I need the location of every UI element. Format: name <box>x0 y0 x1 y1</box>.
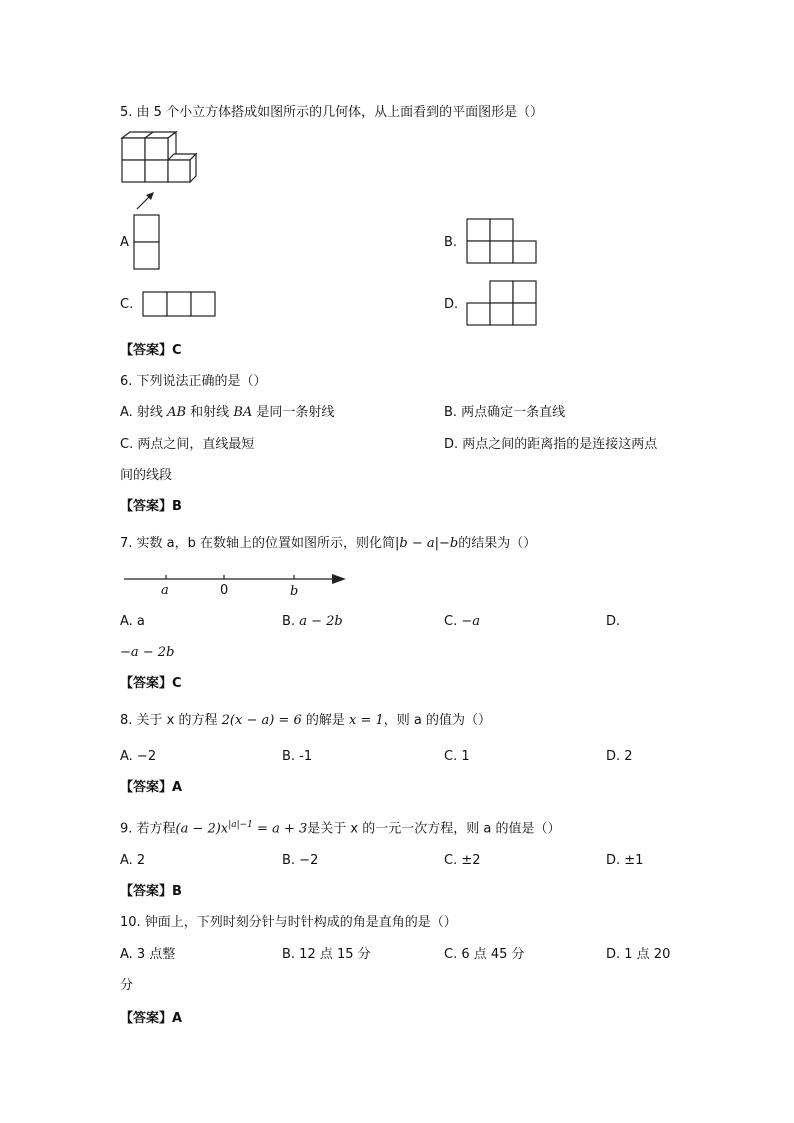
q9-option-b: B. −2 <box>282 853 319 868</box>
q10-option-a: A. 3 点整 <box>120 947 176 962</box>
q7-b-label: B. <box>282 614 296 629</box>
q6-a-prefix: A. 射线 <box>120 405 163 420</box>
q8-stem-suffix: ，则 a 的值为（） <box>383 713 492 728</box>
q6-option-d-line2: 间的线段 <box>120 468 173 483</box>
q6-option-d-line1: D. 两点之间的距离指的是连接这两点 <box>444 437 658 452</box>
q9-answer: 【答案】B <box>120 884 182 899</box>
q5-option-b-label: B. <box>444 235 458 250</box>
q8-option-b: B. -1 <box>282 749 313 764</box>
number-line-label-zero: 0 <box>220 583 229 598</box>
q6-stem: 6. 下列说法正确的是（） <box>120 374 267 389</box>
q10-stem: 10. 钟面上，下列时刻分针与时针构成的角是直角的是（） <box>120 915 457 930</box>
q7-stem-b: b <box>449 536 459 551</box>
q7-answer: 【答案】C <box>120 676 182 691</box>
number-line-label-a: a <box>161 583 169 598</box>
q5-option-c-figure <box>142 291 220 319</box>
q8-option-d: D. 2 <box>606 749 633 764</box>
q9-option-d: D. ±1 <box>606 853 644 868</box>
q7-stem-mid: |− <box>434 536 450 551</box>
q5-answer: 【答案】C <box>120 343 182 358</box>
q7-stem-suffix: 的结果为（） <box>458 536 537 551</box>
q5-solid-figure <box>118 130 208 186</box>
q10-option-c: C. 6 点 45 分 <box>444 947 525 962</box>
view-direction-arrow <box>134 190 158 212</box>
q6-a-mid: 和射线 <box>190 405 230 420</box>
q9-stem <box>120 816 560 838</box>
q6-a-ray-ab: AB <box>167 405 187 420</box>
q7-stem-prefix: 7. 实数 a，b 在数轴上的位置如图所示，则化简| <box>120 536 400 551</box>
q9-stem-suffix: 是关于 x 的一元一次方程，则 a 的值是（） <box>307 821 561 837</box>
q5-option-b-figure <box>466 218 538 266</box>
q5-option-c-label: C. <box>120 297 134 312</box>
q9-stem-prefix: 9. 若方程 <box>120 821 176 837</box>
q7-c-label: C. <box>444 614 458 629</box>
q9-equation-right: = a + 3 <box>252 821 308 837</box>
q8-stem-prefix: 8. 关于 x 的方程 <box>120 713 218 728</box>
q8-stem-mid: 的解是 <box>305 713 345 728</box>
q8-answer: 【答案】A <box>120 780 183 795</box>
q9-exponent: |a|−1 <box>228 820 253 830</box>
q5-option-a-figure <box>133 214 161 272</box>
q7-option-c <box>444 613 480 631</box>
q6-answer: 【答案】B <box>120 499 182 514</box>
q5-stem: 5. 由 5 个小立方体搭成如图所示的几何体，从上面看到的平面图形是（） <box>120 105 544 120</box>
q7-stem-expr: b − a <box>399 536 435 551</box>
q6-option-a <box>120 404 334 422</box>
q8-stem <box>120 712 491 730</box>
q10-option-d-line2: 分 <box>120 978 134 993</box>
number-line <box>124 572 350 584</box>
q5-option-a-label: A <box>120 235 129 250</box>
q8-equation: 2(x − a) = 6 <box>221 713 302 728</box>
q5-option-d-figure <box>466 280 538 328</box>
q8-option-c: C. 1 <box>444 749 470 764</box>
number-line-label-b: b <box>290 584 299 599</box>
q8-option-a: A. −2 <box>120 749 157 764</box>
q9-equation-left: (a − 2)x <box>175 821 229 837</box>
q9-option-a: A. 2 <box>120 853 146 868</box>
q8-solution: x = 1 <box>349 713 384 728</box>
q10-answer: 【答案】A <box>120 1011 183 1026</box>
q7-stem <box>120 535 536 553</box>
q7-option-b <box>282 613 343 631</box>
q10-option-b: B. 12 点 15 分 <box>282 947 371 962</box>
q7-b-expr: a − 2b <box>299 614 343 629</box>
q9-option-c: C. ±2 <box>444 853 481 868</box>
q7-option-d-label: D. <box>606 614 621 629</box>
q10-option-d-line1: D. 1 点 20 <box>606 947 671 962</box>
q6-a-suffix: 是同一条射线 <box>256 405 335 420</box>
q6-option-c: C. 两点之间，直线最短 <box>120 437 255 452</box>
q5-option-d-label: D. <box>444 297 459 312</box>
q7-option-a: A. a <box>120 614 145 629</box>
q6-option-b: B. 两点确定一条直线 <box>444 405 566 420</box>
q7-c-expr: −a <box>461 614 481 629</box>
q7-option-d-expr: −a − 2b <box>120 645 175 660</box>
q6-a-ray-ba: BA <box>233 405 253 420</box>
